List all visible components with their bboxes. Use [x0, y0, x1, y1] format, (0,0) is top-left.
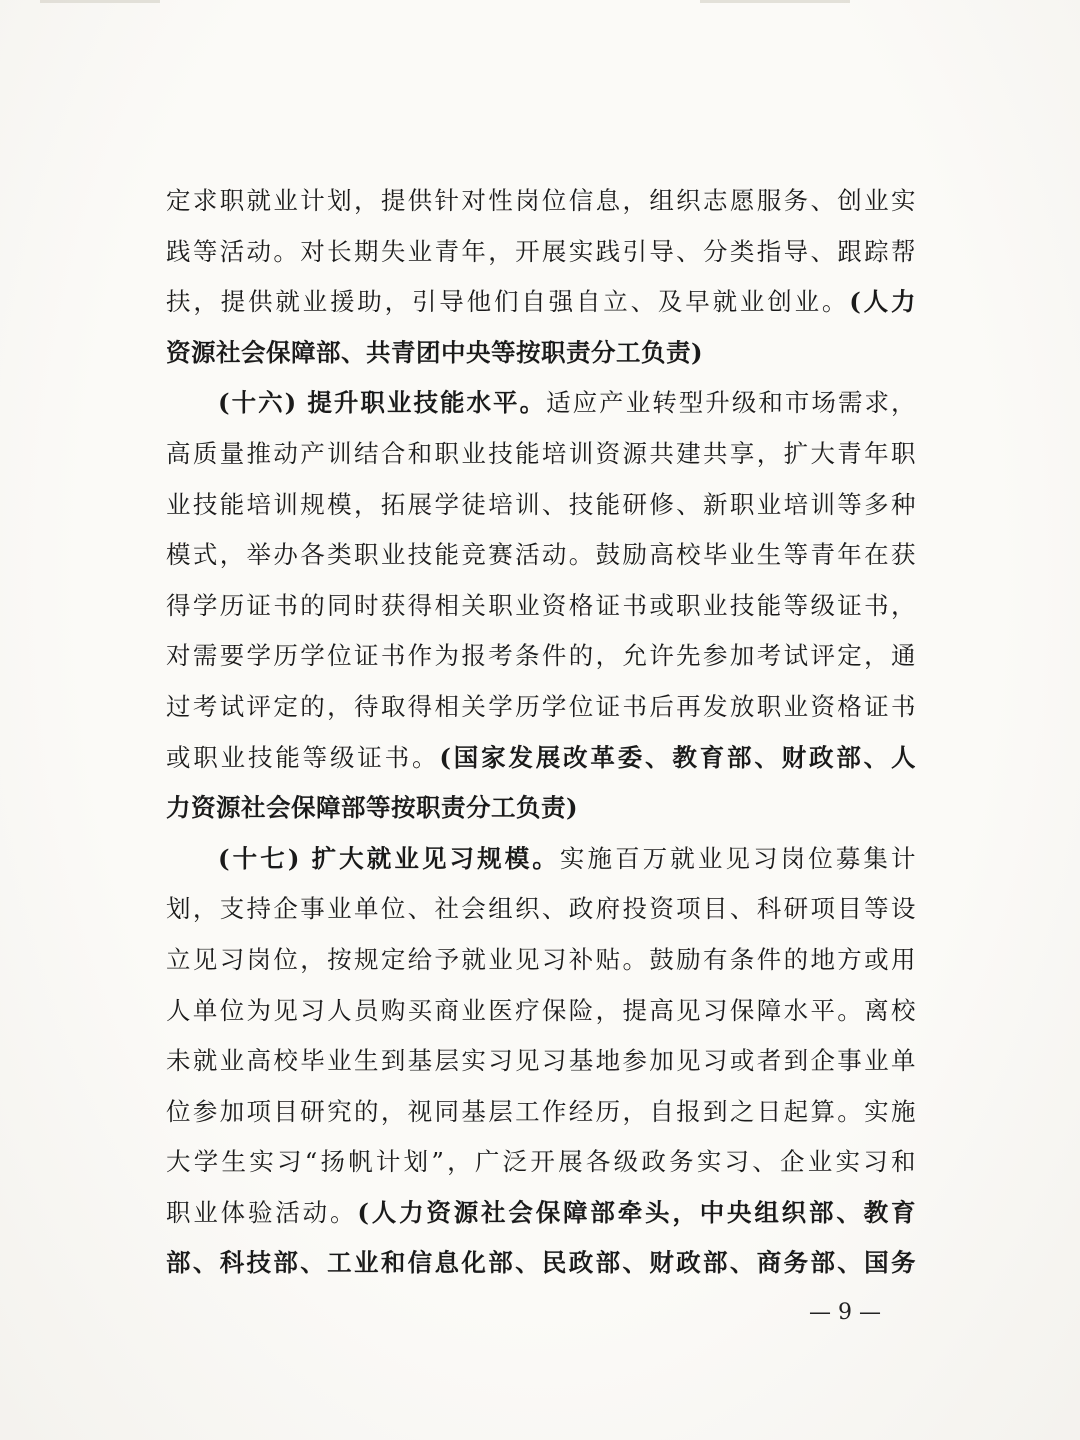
- text-line: 位参加项目研究的，视同基层工作经历，自报到之日起算。实施: [166, 1096, 916, 1126]
- text-segment: 扶，提供就业援助，引导他们自强自立、及早就业创业。: [166, 287, 850, 317]
- document-body: [166, 176, 916, 1289]
- text-line: [166, 783, 916, 834]
- text-line: 高质量推动产训结合和职业技能培训资源共建共享，扩大青年职: [166, 438, 916, 468]
- scan-edge-mark: [700, 0, 850, 3]
- text-line: [166, 733, 916, 784]
- section-heading: (十六) 提升职业技能水平。: [218, 388, 547, 418]
- text-line: 划，支持企事业单位、社会组织、政府投资项目、科研项目等设: [166, 894, 916, 924]
- text-line: 未就业高校毕业生到基层实习见习基地参加见习或者到企事业单: [166, 1046, 916, 1076]
- responsibility-note: 资源社会保障部、共青团中央等按职责分工负责): [166, 337, 704, 367]
- text-line: [166, 378, 916, 429]
- text-line: [166, 1238, 916, 1289]
- responsibility-note: 力资源社会保障部等按职责分工负责): [166, 793, 579, 823]
- text-line: 得学历证书的同时获得相关职业资格证书或职业技能等级证书，: [166, 590, 916, 620]
- text-line: [166, 1188, 916, 1239]
- section-heading: (十七) 扩大就业见习规模。: [218, 843, 560, 873]
- text-line: 业技能培训规模，拓展学徒培训、技能研修、新职业培训等多种: [166, 489, 916, 519]
- scan-edge-mark: [40, 0, 160, 3]
- text-line: 大学生实习“扬帆计划”，广泛开展各级政务实习、企业实习和: [166, 1147, 916, 1177]
- page-number: — 9 —: [809, 1300, 881, 1325]
- text-line: 过考试评定的，待取得相关学历学位证书后再发放职业资格证书: [166, 691, 916, 721]
- text-line: [166, 277, 916, 328]
- text-line: 践等活动。对长期失业青年，开展实践引导、分类指导、跟踪帮: [166, 236, 916, 266]
- text-line: 定求职就业计划，提供针对性岗位信息，组织志愿服务、创业实: [166, 186, 916, 215]
- text-line: 对需要学历学位证书作为报考条件的，允许先参加考试评定，通: [166, 641, 916, 671]
- text-segment: 职业体验活动。: [166, 1197, 358, 1227]
- text-line: [166, 834, 916, 885]
- text-line: [166, 328, 916, 379]
- text-line: 人单位为见习人员购买商业医疗保险，提高见习保障水平。离校: [166, 995, 916, 1025]
- text-segment: 适应产业转型升级和市场需求，: [546, 388, 916, 418]
- text-line: 模式，举办各类职业技能竞赛活动。鼓励高校毕业生等青年在获: [166, 540, 916, 570]
- responsibility-note: (人力资源社会保障部牵头，中央组织部、教育: [357, 1197, 916, 1227]
- responsibility-note: (人力: [849, 287, 917, 317]
- text-segment: 实施百万就业见习岗位募集计: [559, 843, 916, 873]
- text-line: 立见习岗位，按规定给予就业见习补贴。鼓励有条件的地方或用: [166, 944, 916, 974]
- responsibility-note: 部、科技部、工业和信息化部、民政部、财政部、商务部、国务: [166, 1248, 916, 1278]
- text-segment: 或职业技能等级证书。: [166, 742, 440, 772]
- responsibility-note: (国家发展改革委、教育部、财政部、人: [439, 742, 917, 772]
